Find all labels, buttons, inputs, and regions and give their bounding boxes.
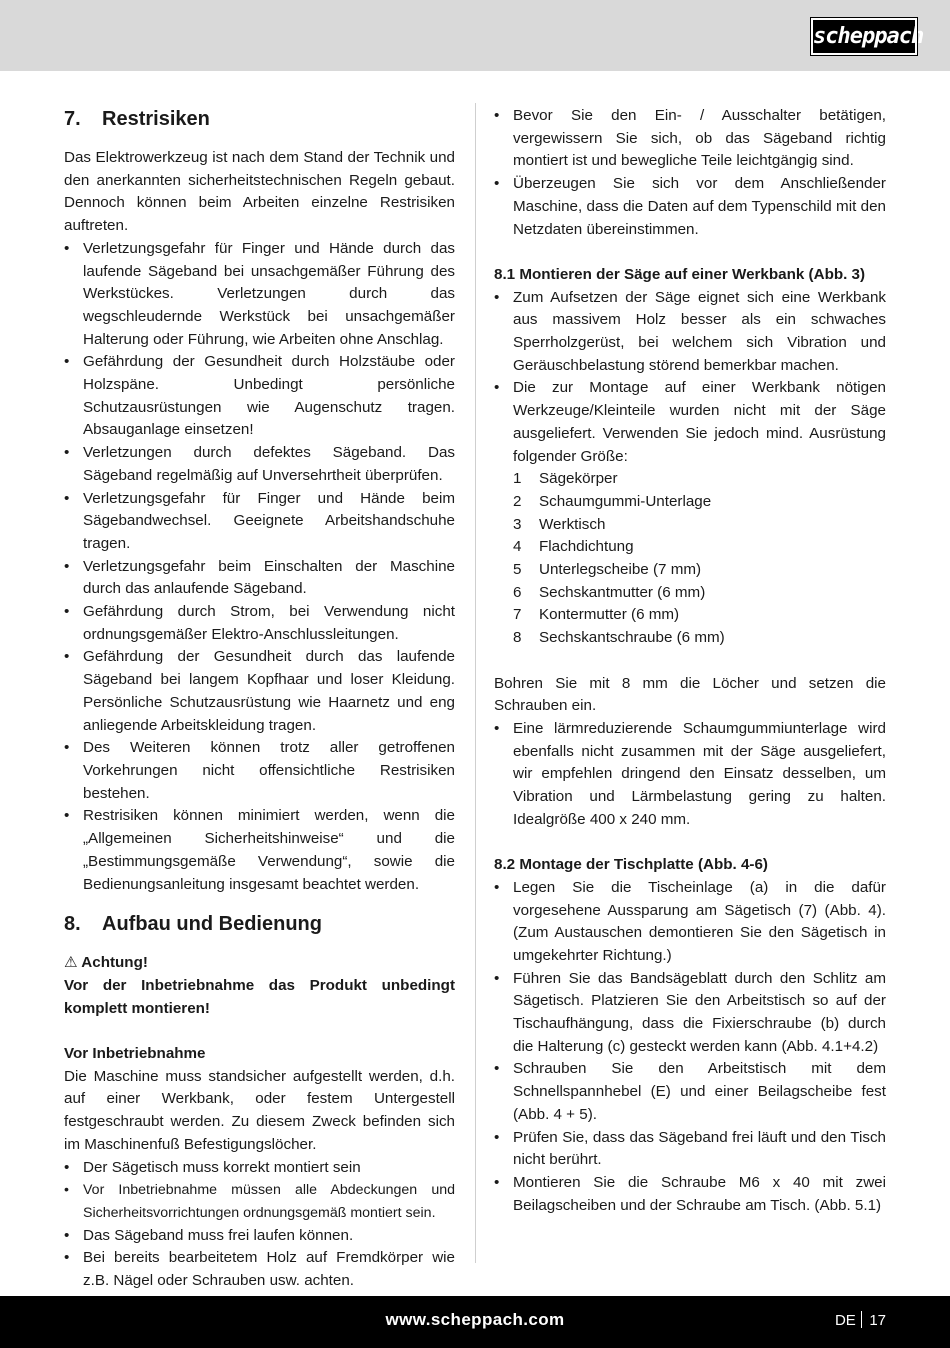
page-number: DE 17: [834, 1312, 886, 1329]
parts-list-item: 8 Sechskantschraube (6 mm): [513, 629, 725, 647]
list-item: • Gefährdung der Gesundheit durch Holzstäube oder Holzspäne. Unbedingt persönliche Schutzausrüstungen wie Augenschutz tragen. Absauganlage einsetzen!: [64, 351, 455, 442]
list-item: • Vor Inbetriebnahme müssen alle Abdeckungen und Sicherheitsvorrichtungen ordnungsgemäß montiert sein.: [64, 1179, 455, 1224]
warning-icon: ⚠: [64, 954, 78, 972]
list-item: • Gefährdung durch Strom, bei Verwendung nicht ordnungsgemäßer Elektro-Anschlussleitungen.: [64, 601, 455, 646]
column-divider: [475, 103, 476, 1263]
list-item: • Legen Sie die Tischeinlage (a) in die dafür vorgesehene Aussparung am Sägetisch (7) (Abb. 4). (Zum Austauschen demontieren Sie den Sägetisch in umgekehrter Richtung.): [494, 877, 886, 968]
parts-list-item: 4 Flachdichtung: [513, 538, 634, 556]
list-item: • Bevor Sie den Ein- / Ausschalter betätigen, vergewissern Sie sich, ob das Sägeband richtig montiert ist und bewegliche Teile leichtgängig sind.: [494, 105, 886, 173]
parts-list-item: 6 Sechskantmutter (6 mm): [513, 583, 706, 601]
list-item: • Überzeugen Sie sich vor dem Anschließender Maschine, dass die Daten auf dem Typenschild mit den Netzdaten übereinstimmen.: [494, 173, 886, 241]
left-column: [64, 105, 455, 1293]
drilling-text: Bohren Sie mit 8 mm die Löcher und setzen die Schrauben ein.: [494, 674, 886, 715]
pre-operation-title: Vor Inbetriebnahme: [64, 1045, 206, 1062]
list-item: • Zum Aufsetzen der Säge eignet sich eine Werkbank aus massivem Holz besser als ein schwaches Sperrholzgerüst, bei welchem sich Vibration und Geräuschbelastung störend bemerkbar machen.: [494, 287, 886, 378]
footer-url[interactable]: www.scheppach.com: [385, 1310, 565, 1329]
list-item: • Verletzungen durch defektes Sägeband. Das Sägeband regelmäßig auf Unversehrtheit überprüfen.: [64, 442, 455, 487]
scheppach-logo: scheppach: [811, 18, 917, 55]
section-7-heading: 7. Restrisiken: [64, 108, 210, 130]
list-item: • Führen Sie das Bandsägeblatt durch den Schlitz am Sägetisch. Platzieren Sie den Arbeitstisch so auf der Tischaufhängung, dass die Fixierschraube (b) durch die Halterung (c) gesteckt werden kann (Abb. 4.1+4.2): [494, 968, 886, 1059]
pre-operation-text: Die Maschine muss standsicher aufgestellt werden, d.h. auf einer Werkbank, oder festem Untergestell festgeschraubt werden. Zu diesem Zweck befinden sich im Maschinenfuß Befestigungslöcher.: [64, 1067, 455, 1153]
foam-pad-list: [494, 718, 886, 832]
list-item: • Verletzungsgefahr beim Einschalten der Maschine durch das anlaufende Sägeband.: [64, 556, 455, 601]
list-item: • Verletzungsgefahr für Finger und Hände durch das laufende Sägeband bei unsachgemäßer Führung des Werkstückes. Verletzungen durch das wegschleudernde Werkstück bei unsachgemäßer Halterung oder Führung, wie Arbeiten ohne Anschlag.: [64, 238, 455, 352]
parts-list-item: 3 Werktisch: [513, 515, 606, 533]
list-item: • Gefährdung der Gesundheit durch das laufende Sägeband bei langem Kopfhaar und loser Kleidung. Persönliche Schutzausrüstung wie Haarnetz und eng anliegende Arbeitskleidung tragen.: [64, 646, 455, 737]
list-item: • Die zur Montage auf einer Werkbank nötigen Werkzeuge/Kleinteile wurden nicht mit der Säge ausgeliefert. Verwenden Sie jedoch mind. Ausrüstung folgender Größe:: [494, 377, 886, 468]
list-item: • Schrauben Sie den Arbeitstisch mit dem Schnellspannhebel (E) und einer Beilagscheibe fest (Abb. 4 + 5).: [494, 1058, 886, 1126]
section-8-1-list: [494, 287, 886, 469]
section-8-1-heading: 8.1 Montieren der Säge auf einer Werkbank (Abb. 3): [494, 265, 866, 283]
warning-title: ⚠ Achtung!: [64, 954, 148, 972]
pre-operation-list: [64, 1157, 455, 1293]
right-column: [494, 105, 886, 1217]
list-item: • Restrisiken können minimiert werden, wenn die „Allgemeinen Sicherheitshinweise“ und die „Bestimmungsgemäße Verwendung“, sowie die Bedienungsanleitung insgesamt beachtet werden.: [64, 805, 455, 896]
parts-list-item: 7 Kontermutter (6 mm): [513, 606, 680, 624]
warning-text: Vor der Inbetriebnahme das Produkt unbedingt komplett montieren!: [64, 976, 455, 1017]
section-8-2-heading: 8.2 Montage der Tischplatte (Abb. 4-6): [494, 856, 768, 874]
footer-bar: [0, 1296, 950, 1348]
section-7-risk-list: [64, 238, 455, 896]
section-7-intro: Das Elektrowerkzeug ist nach dem Stand der Technik und den anerkannten sicherheitstechnischen Regeln gebaut. Dennoch können beim Arbeiten einzelne Restrisiken auftreten.: [64, 149, 455, 235]
list-item: • Verletzungsgefahr für Finger und Hände beim Sägebandwechsel. Geeignete Arbeitshandschuhe tragen.: [64, 488, 455, 556]
list-item: • Bei bereits bearbeitetem Holz auf Fremdkörper wie z.B. Nägel oder Schrauben usw. achten.: [64, 1247, 455, 1292]
list-item: • Montieren Sie die Schraube M6 x 40 mit zwei Beilagscheiben und der Schraube am Tisch. (Abb. 5.1): [494, 1172, 886, 1217]
list-item: • Prüfen Sie, dass das Sägeband frei läuft und den Tisch nicht berührt.: [494, 1127, 886, 1172]
parts-list: [494, 468, 886, 650]
header-bar: [0, 0, 950, 71]
section-8-heading: 8. Aufbau und Bedienung: [64, 913, 322, 936]
parts-list-item: 2 Schaumgummi-Unterlage: [513, 492, 712, 510]
pre-check-list: [494, 105, 886, 241]
list-item: • Der Sägetisch muss korrekt montiert sein: [64, 1157, 455, 1180]
list-item: • Eine lärmreduzierende Schaumgummiunterlage wird ebenfalls nicht zusammen mit der Säge ausgeliefert, wir empfehlen dringend den Einsatz desselben, um Vibration und Lärmbelastung gering zu halten. Idealgröße 400 x 240 mm.: [494, 718, 886, 832]
parts-list-item: 1 Sägekörper: [513, 470, 618, 488]
list-item: • Das Sägeband muss frei laufen können.: [64, 1225, 455, 1248]
list-item: • Des Weiteren können trotz aller getroffenen Vorkehrungen nicht offensichtliche Restrisiken bestehen.: [64, 737, 455, 805]
parts-list-item: 5 Unterlegscheibe (7 mm): [513, 561, 702, 579]
section-8-2-list: [494, 877, 886, 1218]
